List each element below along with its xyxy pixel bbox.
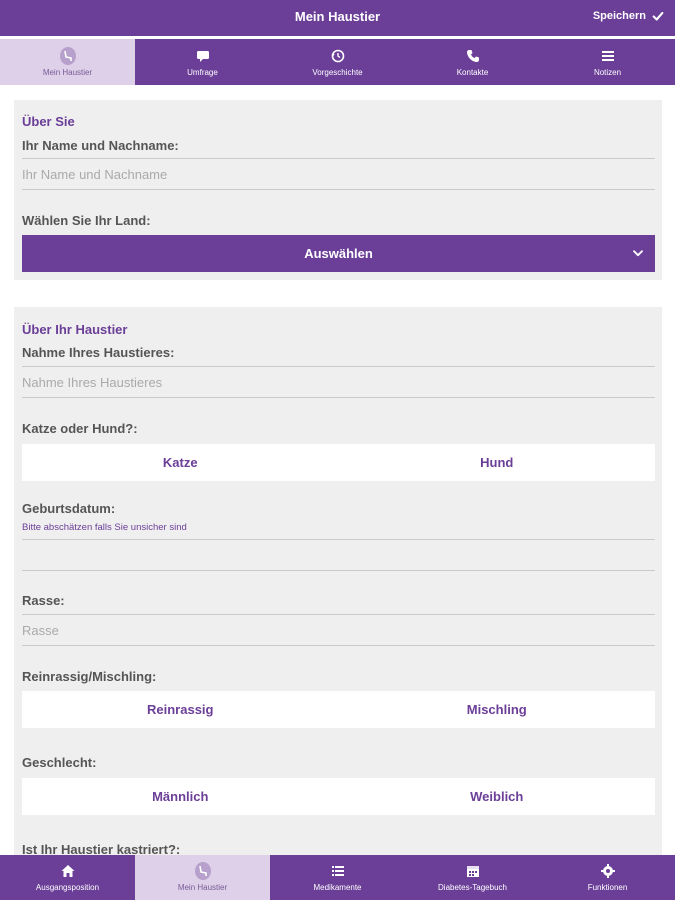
section-about-you bbox=[14, 100, 662, 280]
tab-kontakte[interactable] bbox=[405, 39, 540, 85]
pet-name-label: Nahme Ihres Haustieres: bbox=[22, 345, 175, 360]
chat-icon bbox=[195, 48, 211, 64]
pet-icon bbox=[195, 862, 211, 880]
phone-icon bbox=[465, 48, 481, 64]
header-bar bbox=[0, 0, 675, 36]
pet-icon bbox=[60, 47, 76, 65]
breed-input[interactable] bbox=[22, 615, 655, 645]
purebred-label: Reinrassig/Mischling: bbox=[22, 669, 157, 684]
gear-icon bbox=[600, 863, 616, 879]
section-title: Über Ihr Haustier bbox=[22, 322, 128, 337]
name-label: Ihr Name und Nachname: bbox=[22, 138, 179, 153]
section-title: Über Sie bbox=[22, 114, 75, 129]
species-label: Katze oder Hund?: bbox=[22, 421, 138, 436]
species-option-cat[interactable]: Katze bbox=[162, 455, 198, 470]
tab-diabetes-tagebuch[interactable] bbox=[405, 855, 540, 900]
purebred-option-purebred[interactable]: Reinrassig bbox=[147, 702, 214, 717]
birthdate-field-wrapper bbox=[22, 539, 655, 571]
tab-label: Medikamente bbox=[313, 883, 362, 892]
purebred-toggle bbox=[22, 691, 655, 728]
sex-option-male[interactable]: Männlich bbox=[152, 789, 209, 804]
birthdate-hint: Bitte abschätzen falls Sie unsicher sind bbox=[22, 522, 187, 533]
tab-notizen[interactable] bbox=[540, 39, 675, 85]
tab-umfrage[interactable] bbox=[135, 39, 270, 85]
bottom-tab-bar bbox=[0, 855, 675, 900]
chevron-down-icon bbox=[631, 246, 645, 260]
country-select[interactable] bbox=[22, 235, 655, 272]
top-tab-bar bbox=[0, 39, 675, 85]
pet-name-field-wrapper bbox=[22, 366, 655, 398]
tab-label: Ausgangsposition bbox=[35, 883, 100, 892]
tab-label: Notizen bbox=[593, 67, 622, 77]
form-content[interactable] bbox=[0, 85, 675, 855]
species-option-dog[interactable]: Hund bbox=[480, 455, 514, 470]
checkmark-icon bbox=[651, 9, 665, 23]
purebred-option-mixed[interactable]: Mischling bbox=[466, 702, 527, 717]
breed-label: Rasse: bbox=[22, 593, 65, 608]
tab-label: Funktionen bbox=[587, 883, 628, 892]
tab-medikamente[interactable] bbox=[270, 855, 405, 900]
tab-label: Mein Haustier bbox=[42, 67, 93, 77]
save-button[interactable] bbox=[593, 9, 665, 23]
tab-label: Umfrage bbox=[187, 67, 218, 77]
country-label: Wählen Sie Ihr Land: bbox=[22, 213, 151, 228]
page-title: Mein Haustier bbox=[294, 9, 381, 24]
breed-field-wrapper bbox=[22, 614, 655, 646]
sex-option-female[interactable]: Weiblich bbox=[470, 789, 524, 804]
tab-mein-haustier[interactable] bbox=[0, 39, 135, 85]
save-button-label: Speichern bbox=[592, 10, 646, 22]
tab-label: Kontakte bbox=[456, 67, 489, 77]
sex-label: Geschlecht: bbox=[22, 755, 97, 770]
home-icon bbox=[60, 863, 76, 879]
tab-label: Vorgeschichte bbox=[312, 67, 363, 77]
name-input[interactable] bbox=[22, 159, 655, 189]
menu-icon bbox=[600, 48, 616, 64]
name-field-wrapper bbox=[22, 158, 655, 190]
neutered-label: Ist Ihr Haustier kastriert?: bbox=[22, 842, 181, 855]
section-about-pet bbox=[14, 307, 662, 855]
tab-vorgeschichte[interactable] bbox=[270, 39, 405, 85]
pet-name-input[interactable] bbox=[22, 367, 655, 397]
birthdate-label: Geburtsdatum: bbox=[22, 501, 116, 516]
birthdate-input[interactable] bbox=[22, 540, 655, 570]
list-icon bbox=[330, 863, 346, 879]
tab-label: Mein Haustier bbox=[177, 883, 228, 892]
tab-ausgangsposition[interactable] bbox=[0, 855, 135, 900]
tab-label: Diabetes-Tagebuch bbox=[438, 883, 507, 892]
species-toggle bbox=[22, 444, 655, 481]
history-icon bbox=[330, 48, 346, 64]
sex-toggle bbox=[22, 778, 655, 815]
tab-funktionen[interactable] bbox=[540, 855, 675, 900]
calendar-icon bbox=[465, 863, 481, 879]
tab-mein-haustier-bottom[interactable] bbox=[135, 855, 270, 900]
country-select-value: Auswählen bbox=[304, 246, 373, 261]
